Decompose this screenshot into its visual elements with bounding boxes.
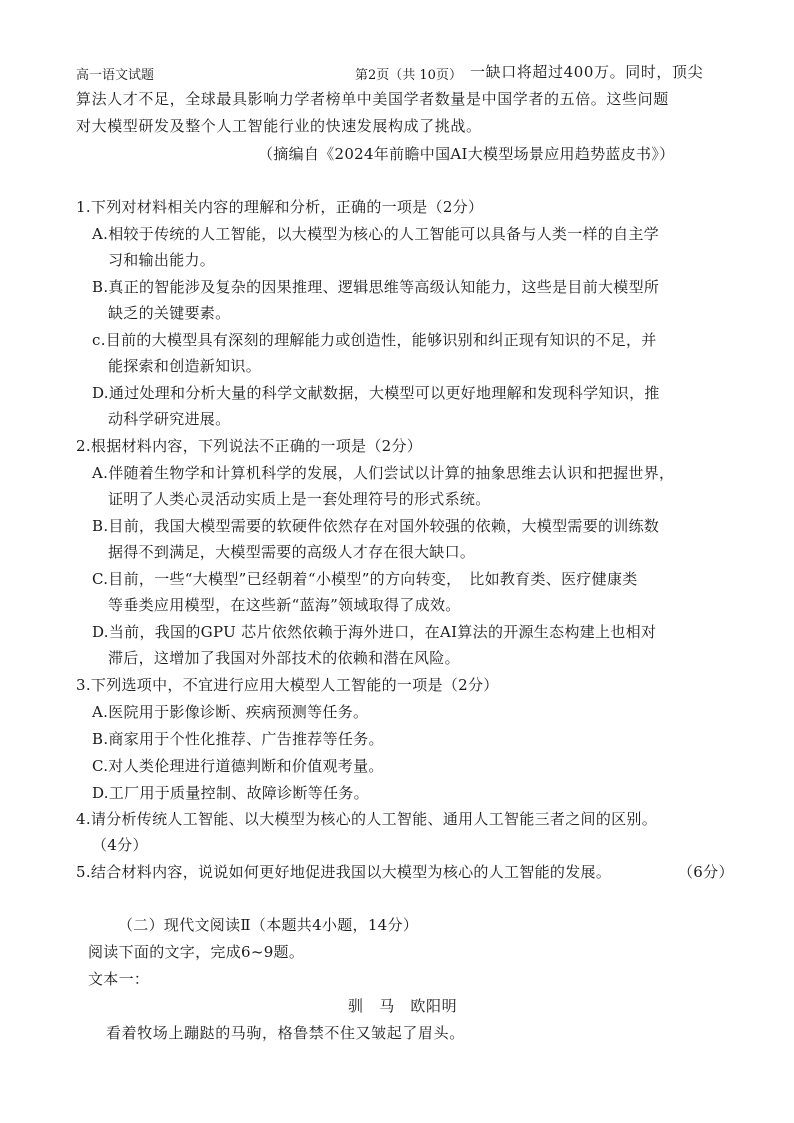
option-line: 能探索和创造新知识。 (108, 357, 262, 375)
question-score: （6分） (678, 863, 734, 881)
question-score: （4分） (92, 836, 148, 854)
option-line: D.通过处理和分析大量的科学文献数据，大模型可以更好地理解和发现科学知识，推 (92, 384, 660, 402)
text-label: 文本一： (88, 970, 150, 988)
question-stem: 2.根据材料内容，下列说法不正确的一项是（2分） (76, 437, 423, 455)
option-line: 等垂类应用模型，在这些新“蓝海”领域取得了成效。 (108, 596, 461, 614)
section-instruction: 阅读下面的文字，完成6~9题。 (88, 943, 305, 961)
option-line: c.目前的大模型具有深刻的理解能力或创造性，能够识别和纠正现有知识的不足，并 (92, 331, 657, 349)
option-line: 动科学研究进展。 (108, 410, 231, 428)
option-line: A.医院用于影像诊断、疾病预测等任务。 (92, 703, 369, 721)
option-line: B.目前，我国大模型需要的软硬件依然存在对国外较强的依赖，大模型需要的训练数 (92, 517, 660, 535)
option-line: C.对人类伦理进行道德判断和价值观考量。 (92, 757, 384, 775)
story-title: 驯 马 欧阳明 (348, 997, 458, 1015)
option-line: C.目前，一些“大模型”已经朝着“小模型”的方向转变， 比如教育类、医疗健康类 (92, 570, 638, 588)
option-line: A.相较于传统的人工智能，以大模型为核心的人工智能可以具备与人类一样的自主学 (92, 225, 660, 243)
page-number: 第2页（共 10页） (355, 68, 462, 83)
passage-line: 对大模型研发及整个人工智能行业的快速发展构成了挑战。 (76, 117, 482, 135)
option-line: B.商家用于个性化推荐、广告推荐等任务。 (92, 730, 384, 748)
question-stem: 1.下列对材料相关内容的理解和分析，正确的一项是（2分） (76, 198, 484, 216)
option-line: 滞后，这增加了我国对外部技术的依赖和潜在风险。 (108, 649, 460, 667)
option-line: A.伴随着生物学和计算机科学的发展，人们尝试以计算的抽象思维去认识和把握世界， (92, 464, 675, 482)
passage-line: 算法人才不足，全球最具影响力学者榜单中美国学者数量是中国学者的五倍。这些问题 (76, 90, 669, 108)
option-line: B.真正的智能涉及复杂的因果推理、逻辑思维等高级认知能力，这些是目前大模型所 (92, 278, 660, 296)
question-stem: 3.下列选项中，不宜进行应用大模型人工智能的一项是（2分） (76, 676, 499, 694)
option-line: D.当前，我国的GPU 芯片依然依赖于海外进口，在AI算法的开源生态构建上也相对 (92, 623, 657, 641)
question-stem: 5.结合材料内容，说说如何更好地促进我国以大模型为核心的人工智能的发展。 (76, 863, 612, 881)
exam-header-title: 高一语文试题 (76, 68, 155, 83)
question-stem: 4.请分析传统人工智能、以大模型为核心的人工智能、通用人工智能三者之间的区别。 (76, 810, 658, 828)
section-heading: （二）现代文阅读Ⅱ（本题共4小题，14分） (118, 916, 419, 934)
passage-line: 一缺口将超过400万。同时，顶尖 (470, 63, 704, 81)
option-line: 据得不到满足，大模型需要的高级人才存在很大缺口。 (108, 543, 476, 561)
option-line: 习和输出能力。 (108, 251, 216, 269)
option-line: 缺乏的关键要素。 (108, 304, 231, 322)
option-line: 证明了人类心灵活动实质上是一套处理符号的形式系统。 (108, 490, 491, 508)
story-line: 看着牧场上蹦跶的马驹，格鲁禁不住又皱起了眉头。 (106, 1024, 465, 1042)
option-line: D.工厂用于质量控制、故障诊断等任务。 (92, 784, 369, 802)
passage-source: （摘编自《2024年前瞻中国AI大模型场景应用趋势蓝皮书》） (258, 145, 675, 163)
